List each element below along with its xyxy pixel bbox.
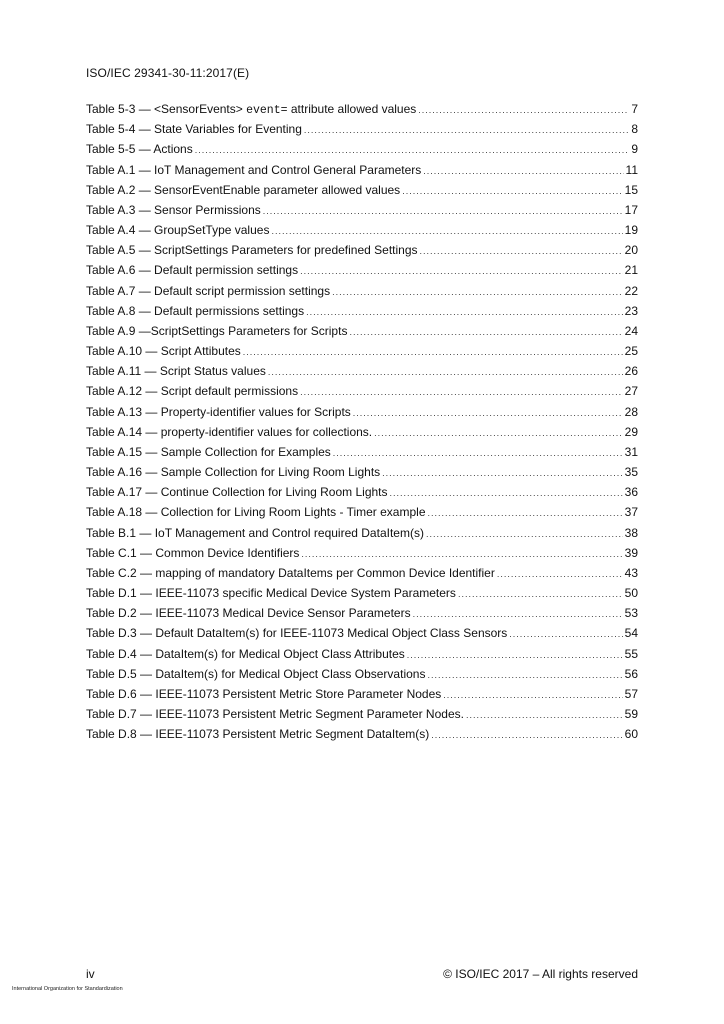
toc-entry[interactable]: [86, 324, 638, 344]
toc-entry-title: [86, 647, 405, 661]
table-of-contents: [86, 102, 638, 748]
toc-dot-leader: [443, 690, 622, 700]
toc-dot-leader: [195, 145, 630, 155]
toc-entry-page: 38: [624, 525, 638, 540]
toc-entry[interactable]: [86, 667, 638, 687]
toc-entry[interactable]: [86, 586, 638, 606]
toc-entry-page: 36: [624, 485, 638, 500]
toc-entry-title-text: Table A.16 — Sample Collection for Living Room Lights: [86, 465, 381, 480]
toc-entry-title-text: Table A.17 — Continue Collection for Living Room Lights: [86, 485, 388, 500]
toc-entry[interactable]: [86, 425, 638, 445]
toc-entry[interactable]: [86, 727, 638, 747]
toc-entry-title-suffix: attribute allowed values: [287, 102, 417, 116]
toc-entry-title: [86, 425, 372, 439]
toc-entry-title: [86, 687, 441, 701]
toc-entry-title-text: Table D.8 — IEEE-11073 Persistent Metric Segment DataItem(s): [86, 727, 430, 742]
toc-entry-title: [86, 284, 330, 298]
toc-entry[interactable]: [86, 626, 638, 646]
toc-entry-page: 59: [624, 707, 638, 722]
toc-entry-page: 19: [624, 223, 638, 238]
toc-entry-title: [86, 485, 388, 499]
toc-entry[interactable]: [86, 606, 638, 626]
toc-entry-title-text: Table D.3 — Default DataItem(s) for IEEE-11073 Medical Object Class Sensors: [86, 626, 508, 641]
organization-note: International Organization for Standardization: [12, 986, 123, 992]
toc-entry-page: 43: [624, 565, 638, 580]
toc-dot-leader: [423, 166, 623, 176]
toc-entry-page: 55: [624, 646, 638, 661]
toc-entry[interactable]: [86, 263, 638, 283]
toc-dot-leader: [268, 367, 623, 377]
toc-entry-title-text: Table A.2 — SensorEventEnable parameter allowed values: [86, 182, 401, 197]
toc-dot-leader: [301, 549, 622, 559]
toc-entry-page: 31: [624, 444, 638, 459]
toc-entry-page: 20: [624, 243, 638, 258]
toc-entry-page: 27: [624, 384, 638, 399]
toc-entry-title: [86, 304, 304, 318]
toc-entry-page: 9: [631, 142, 638, 157]
toc-entry-title: [86, 364, 266, 378]
toc-entry[interactable]: [86, 546, 638, 566]
toc-entry-title-text: Table 5-3 — <SensorEvents>: [86, 102, 247, 116]
toc-entry[interactable]: [86, 223, 638, 243]
toc-dot-leader: [332, 287, 623, 297]
toc-entry[interactable]: [86, 142, 638, 162]
footer-copyright: © ISO/IEC 2017 – All rights reserved: [443, 967, 638, 981]
toc-entry-title: [86, 384, 298, 398]
toc-entry-title-text: Table A.10 — Script Attibutes: [86, 344, 241, 359]
toc-dot-leader: [427, 670, 622, 680]
toc-entry-title-text: Table D.4 — DataItem(s) for Medical Object Class Attributes: [86, 646, 405, 661]
toc-entry-title: [86, 546, 299, 560]
toc-entry[interactable]: [86, 102, 638, 122]
toc-entry-title-text: Table C.2 — mapping of mandatory DataItems per Common Device Identifier: [86, 565, 495, 580]
toc-entry-title: [86, 405, 351, 419]
toc-entry-page: 25: [624, 344, 638, 359]
toc-dot-leader: [509, 629, 622, 639]
toc-entry-title: [86, 566, 495, 580]
toc-entry[interactable]: [86, 163, 638, 183]
toc-entry[interactable]: [86, 566, 638, 586]
toc-entry-page: 54: [624, 626, 638, 641]
toc-entry-title: [86, 606, 411, 620]
toc-dot-leader: [271, 226, 622, 236]
toc-dot-leader: [420, 246, 623, 256]
toc-entry-title: [86, 667, 425, 681]
toc-entry-title: [86, 465, 380, 479]
toc-dot-leader: [418, 105, 629, 115]
toc-dot-leader: [333, 448, 623, 458]
toc-entry-page: 37: [624, 505, 638, 520]
toc-entry[interactable]: [86, 647, 638, 667]
toc-entry[interactable]: [86, 284, 638, 304]
toc-entry[interactable]: [86, 505, 638, 525]
toc-entry-title-text: Table A.3 — Sensor Permissions: [86, 202, 261, 217]
page-header: ISO/IEC 29341-30-11:2017(E): [86, 66, 250, 80]
toc-entry-title-text: Table A.7 — Default script permission settings: [86, 283, 331, 298]
toc-entry-title-text: Table D.1 — IEEE-11073 specific Medical Device System Parameters: [86, 586, 456, 601]
toc-entry-title-text: Table A.8 — Default permissions settings: [86, 303, 305, 318]
toc-entry[interactable]: [86, 203, 638, 223]
toc-dot-leader: [263, 206, 623, 216]
toc-entry-title-text: Table A.15 — Sample Collection for Examples: [86, 444, 331, 459]
toc-entry-title-text: Table B.1 — IoT Management and Control required DataItem(s): [86, 525, 424, 540]
toc-entry-title-text: Table A.12 — Script default permissions: [86, 384, 299, 399]
toc-entry-page: 11: [625, 162, 638, 177]
toc-entry-title: [86, 707, 464, 721]
toc-dot-leader: [407, 650, 623, 660]
toc-entry-title-text: Table A.1 — IoT Management and Control General Parameters: [86, 162, 422, 177]
toc-entry-page: 53: [624, 606, 638, 621]
toc-dot-leader: [402, 186, 622, 196]
toc-dot-leader: [466, 710, 623, 720]
toc-entry-title: [86, 122, 302, 136]
toc-entry-page: 35: [624, 465, 638, 480]
toc-entry-title-text: Table 5-4 — State Variables for Eventing: [86, 122, 302, 137]
toc-entry[interactable]: [86, 243, 638, 263]
toc-entry-code: event=: [246, 104, 288, 117]
toc-dot-leader: [413, 609, 623, 619]
toc-entry-title: [86, 586, 456, 600]
toc-entry-title: [86, 203, 261, 217]
toc-entry-title: [86, 142, 193, 156]
toc-entry[interactable]: [86, 405, 638, 425]
toc-entry-page: 50: [624, 586, 638, 601]
toc-dot-leader: [497, 569, 623, 579]
toc-entry[interactable]: [86, 304, 638, 324]
toc-entry-page: 22: [624, 283, 638, 298]
toc-entry-title: [86, 626, 507, 640]
toc-entry-title-text: Table A.13 — Property-identifier values for Scripts: [86, 404, 351, 419]
toc-dot-leader: [300, 387, 623, 397]
toc-entry-title-text: Table 5-5 — Actions: [86, 142, 193, 157]
toc-entry-title: [86, 243, 418, 257]
toc-entry-page: 28: [624, 404, 638, 419]
toc-entry-title-text: Table A.14 — property-identifier values for collections.: [86, 424, 373, 439]
toc-entry-title: [86, 526, 424, 540]
toc-dot-leader: [353, 408, 623, 418]
toc-dot-leader: [243, 347, 623, 357]
toc-dot-leader: [382, 468, 622, 478]
toc-entry-page: 26: [624, 364, 638, 379]
toc-dot-leader: [426, 529, 623, 539]
toc-entry-title: [86, 183, 400, 197]
toc-entry-title-text: Table A.11 — Script Status values: [86, 364, 266, 379]
toc-entry-title: [86, 263, 298, 277]
toc-entry[interactable]: [86, 465, 638, 485]
toc-entry-title: [86, 102, 416, 117]
toc-dot-leader: [300, 266, 623, 276]
toc-entry-title: [86, 324, 347, 338]
toc-entry-page: 23: [624, 303, 638, 318]
toc-entry-title-text: Table A.9 —ScriptSettings Parameters for Scripts: [86, 323, 348, 338]
toc-entry-page: 17: [624, 202, 638, 217]
toc-entry-page: 57: [624, 686, 638, 701]
toc-entry-page: 56: [624, 666, 638, 681]
toc-entry[interactable]: [86, 526, 638, 546]
toc-entry[interactable]: [86, 445, 638, 465]
toc-entry-title-text: Table A.6 — Default permission settings: [86, 263, 299, 278]
toc-entry[interactable]: [86, 384, 638, 404]
toc-entry[interactable]: [86, 687, 638, 707]
toc-dot-leader: [390, 488, 623, 498]
toc-entry-title: [86, 344, 241, 358]
toc-dot-leader: [349, 327, 622, 337]
toc-entry[interactable]: [86, 485, 638, 505]
toc-entry-page: 29: [624, 424, 638, 439]
toc-entry-title-text: Table D.7 — IEEE-11073 Persistent Metric Segment Parameter Nodes.: [86, 707, 464, 722]
toc-entry-title: [86, 163, 421, 177]
toc-entry-page: 7: [631, 102, 638, 116]
toc-entry-title-text: Table D.5 — DataItem(s) for Medical Object Class Observations: [86, 666, 426, 681]
toc-entry[interactable]: [86, 183, 638, 203]
toc-entry[interactable]: [86, 344, 638, 364]
footer-page-number: iv: [86, 967, 95, 981]
toc-entry[interactable]: [86, 122, 638, 142]
toc-entry[interactable]: [86, 364, 638, 384]
toc-dot-leader: [458, 589, 623, 599]
toc-entry-page: 39: [624, 545, 638, 560]
toc-entry-title: [86, 223, 269, 237]
toc-entry-title: [86, 505, 426, 519]
toc-entry-page: 8: [631, 122, 638, 137]
toc-entry-title-text: Table A.5 — ScriptSettings Parameters for predefined Settings: [86, 243, 418, 258]
toc-entry-title: [86, 445, 331, 459]
toc-entry[interactable]: [86, 707, 638, 727]
toc-entry-title-text: Table A.4 — GroupSetType values: [86, 223, 270, 238]
toc-entry-title-text: Table D.2 — IEEE-11073 Medical Device Sensor Parameters: [86, 606, 411, 621]
toc-entry-title: [86, 727, 429, 741]
toc-dot-leader: [374, 428, 622, 438]
toc-entry-page: 15: [624, 182, 638, 197]
toc-dot-leader: [306, 307, 623, 317]
toc-entry-page: 60: [624, 727, 638, 742]
toc-entry-page: 24: [624, 323, 638, 338]
toc-dot-leader: [428, 508, 623, 518]
toc-entry-page: 21: [624, 263, 638, 278]
toc-dot-leader: [431, 730, 622, 740]
toc-dot-leader: [304, 125, 629, 135]
toc-entry-title-text: Table D.6 — IEEE-11073 Persistent Metric Store Parameter Nodes: [86, 686, 442, 701]
toc-entry-title-text: Table A.18 — Collection for Living Room Lights - Timer example: [86, 505, 426, 520]
toc-entry-title-text: Table C.1 — Common Device Identifiers: [86, 545, 300, 560]
